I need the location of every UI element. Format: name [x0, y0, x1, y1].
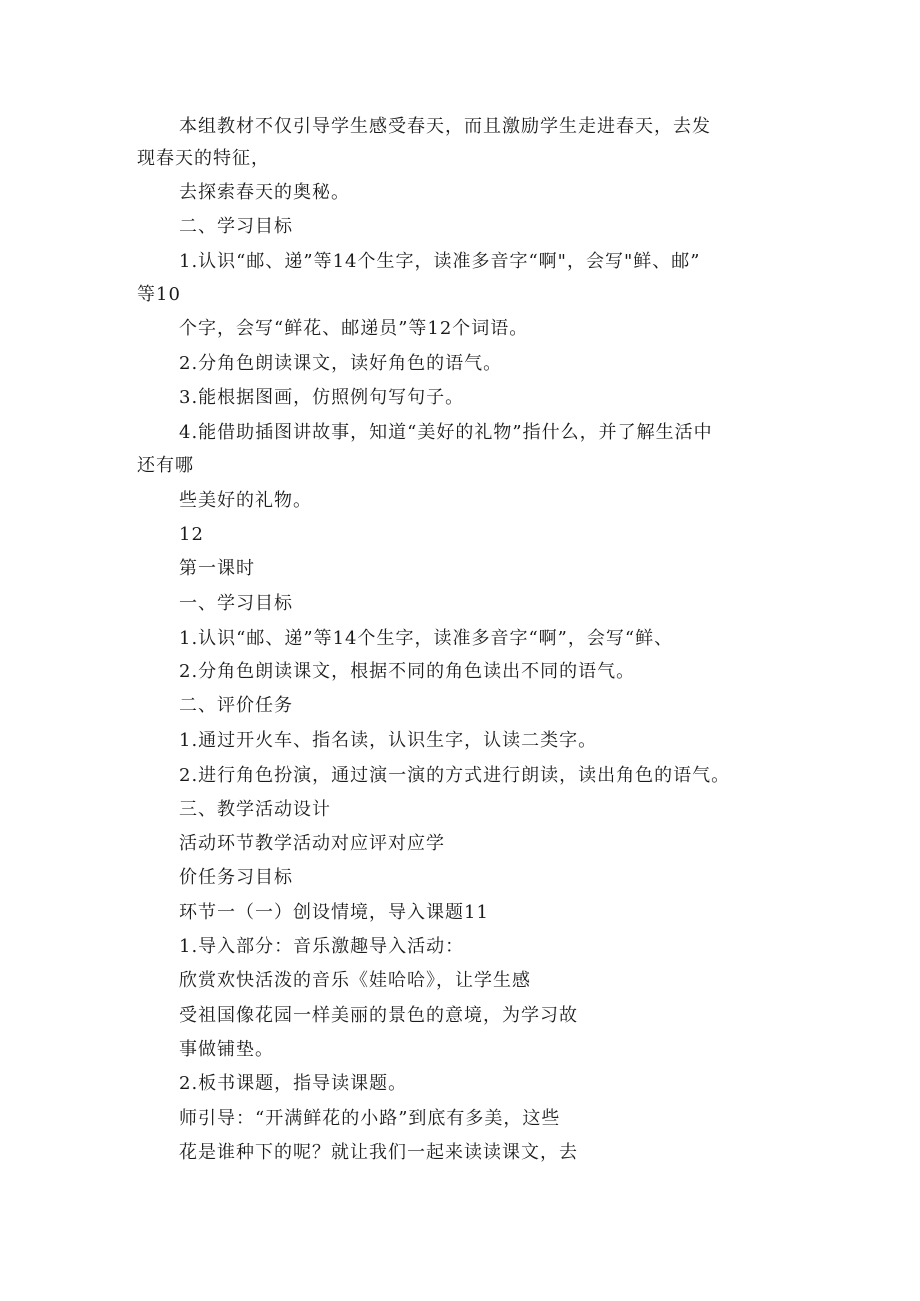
text-line: 等10: [137, 284, 181, 305]
section-heading: 一、学习目标: [179, 593, 293, 614]
text-line: 1.导入部分：音乐激趣导入活动：: [179, 936, 465, 957]
text-line: 花是谁种下的呢？就让我们一起来读读课文，去: [179, 1142, 578, 1163]
text-line: 受祖国像花园一样美丽的景色的意境，为学习故: [179, 1005, 578, 1026]
text-line: 4.能借助插图讲故事，知道“美好的礼物”指什么，并了解生活中: [179, 422, 713, 443]
text-line: 2.分角色朗读课文，根据不同的角色读出不同的语气。: [179, 661, 636, 682]
section-heading: 三、教学活动设计: [179, 799, 331, 820]
text-line: 现春天的特征，: [137, 148, 270, 169]
text-line: 1.认识“邮、递”等14个生字，读准多音字“啊"，会写"鲜、邮”: [179, 251, 701, 272]
text-line: 事做铺垫。: [179, 1039, 274, 1060]
text-line: 1.通过开火车、指名读，认识生字，认读二类字。: [179, 730, 598, 751]
text-line: 个字，会写“鲜花、邮递员”等12个词语。: [179, 318, 529, 339]
text-line: 价任务习目标: [179, 867, 293, 888]
text-line: 环节一（一）创设情境，导入课题11: [179, 902, 489, 923]
text-line: 2.分角色朗读课文，读好角色的语气。: [179, 353, 503, 374]
text-line: 本组教材不仅引导学生感受春天，而且激励学生走进春天，去发: [179, 116, 711, 137]
text-line: 师引导：“开满鲜花的小路”到底有多美，这些: [179, 1108, 561, 1129]
text-line: 2.板书课题，指导读课题。: [179, 1073, 408, 1094]
text-line: 些美好的礼物。: [179, 490, 312, 511]
section-heading: 二、评价任务: [179, 695, 293, 716]
page-number: 12: [179, 524, 204, 545]
text-line: 活动环节教学活动对应评对应学: [179, 833, 445, 854]
text-line: 3.能根据图画，仿照例句写句子。: [179, 387, 465, 408]
section-heading: 二、学习目标: [179, 216, 293, 237]
text-line: 欣赏欢快活泼的音乐《娃哈哈》，让学生感: [179, 970, 531, 991]
section-heading: 第一课时: [179, 558, 255, 579]
text-line: 2.进行角色扮演，通过演一演的方式进行朗读，读出角色的语气。: [179, 765, 731, 786]
text-line: 去探索春天的奥秘。: [179, 182, 350, 203]
text-line: 还有哪: [137, 455, 194, 476]
text-line: 1.认识“邮、递”等14个生字，读准多音字“啊”，会写“鲜、: [179, 628, 674, 649]
